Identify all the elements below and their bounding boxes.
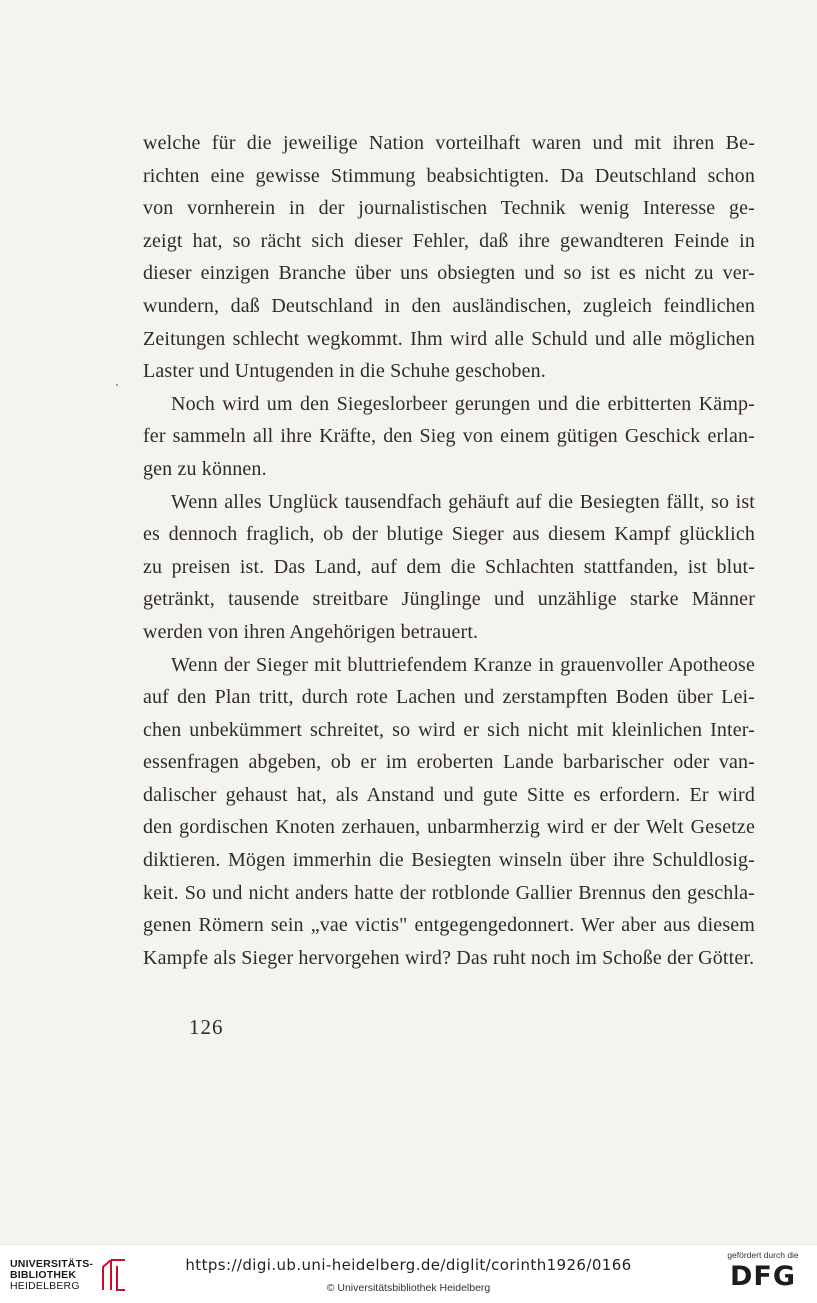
library-name-line1: UNIVERSITÄTS-	[10, 1257, 94, 1270]
text-line: Wenn der Sieger mit bluttriefendem Kranze in grauenvoller Apotheose	[171, 653, 755, 676]
text-line: werden von ihren Angehörigen betrauert.	[143, 620, 479, 643]
funding-logo[interactable]	[723, 1250, 803, 1292]
text-line: genen Römern sein „vae victis" entgegengedonnert. Wer aber aus diesem	[143, 914, 755, 937]
text-line: keit. So und nicht anders hatte der rotblonde Gallier Brennus den geschla-	[143, 881, 755, 904]
text-line: von vornherein in der journalistischen Technik wenig Interesse ge-	[143, 197, 755, 220]
text-line: getränkt, tausende streitbare Jünglinge und unzählige starke Männer	[143, 588, 755, 611]
text-line: gen zu können.	[143, 457, 267, 480]
text-line: wundern, daß Deutschland in den ausländischen, zugleich feindlichen	[143, 294, 755, 317]
text-line: Laster und Untugenden in die Schuhe geschoben.	[143, 360, 546, 383]
body-text	[143, 127, 755, 974]
text-line: dalischer gehaust hat, als Anstand und gute Sitte es erfordern. Er wird	[143, 783, 755, 806]
page-number: 126	[189, 1015, 224, 1039]
text-line: es dennoch fraglich, ob der blutige Sieger aus diesem Kampf glücklich	[143, 523, 755, 546]
text-line: essenfragen abgeben, ob er im eroberten Lande barbarischer oder van-	[143, 751, 755, 774]
dfg-logo: DFG	[729, 1261, 797, 1292]
text-line: fer sammeln all ihre Kräfte, den Sieg von einem gütigen Geschick erlan-	[143, 425, 755, 448]
text-line: Noch wird um den Siegeslorbeer gerungen und die erbitterten Kämp-	[171, 392, 755, 415]
library-name-line3: HEIDELBERG	[10, 1279, 80, 1292]
paragraph	[143, 486, 755, 649]
text-line: zeigt hat, so rächt sich dieser Fehler, daß ihre gewandteren Feinde in	[143, 229, 755, 252]
text-line: den gordischen Knoten zerhauen, unbarmherzig wird er der Welt Gesetze	[143, 816, 755, 839]
text-line: Wenn alles Unglück tausendfach gehäuft auf die Besiegten fällt, so ist	[171, 490, 755, 513]
text-line: dieser einzigen Branche über uns obsiegten und so ist es nicht zu ver-	[143, 262, 755, 285]
paragraph	[143, 649, 755, 975]
funding-note: gefördert durch die	[727, 1250, 799, 1260]
copyright-notice: © Universitätsbibliothek Heidelberg	[326, 1282, 491, 1294]
text-line: Kampfe als Sieger hervorgehen wird? Das ruht noch im Schoße der Götter.	[143, 946, 755, 969]
paragraph	[143, 127, 755, 388]
paragraph	[143, 388, 755, 486]
text-line: welche für die jeweilige Nation vorteilhaft waren und mit ihren Be-	[143, 132, 755, 154]
text-line: auf den Plan tritt, durch rote Lachen und zerstampften Boden über Lei-	[143, 686, 755, 709]
text-line: zu preisen ist. Das Land, auf dem die Schlachten stattfanden, ist blut-	[143, 555, 755, 578]
text-line: chen unbekümmert schreitet, so wird er sich nicht mit kleinlichen Inter-	[143, 718, 755, 741]
margin-speck	[116, 384, 118, 386]
library-name-line2: BIBLIOTHEK	[10, 1268, 77, 1281]
viewer-footer	[0, 1244, 817, 1303]
text-line: Zeitungen schlecht wegkommt. Ihm wird alle Schuld und alle möglichen	[143, 327, 755, 350]
text-line: diktieren. Mögen immerhin die Besiegten winseln über ihre Schuldlosig-	[143, 849, 755, 872]
permalink-url[interactable]: https://digi.ub.uni-heidelberg.de/diglit/corinth1926/0166	[185, 1256, 632, 1274]
text-line: richten eine gewisse Stimmung beabsichtigten. Da Deutschland schon	[143, 164, 755, 187]
